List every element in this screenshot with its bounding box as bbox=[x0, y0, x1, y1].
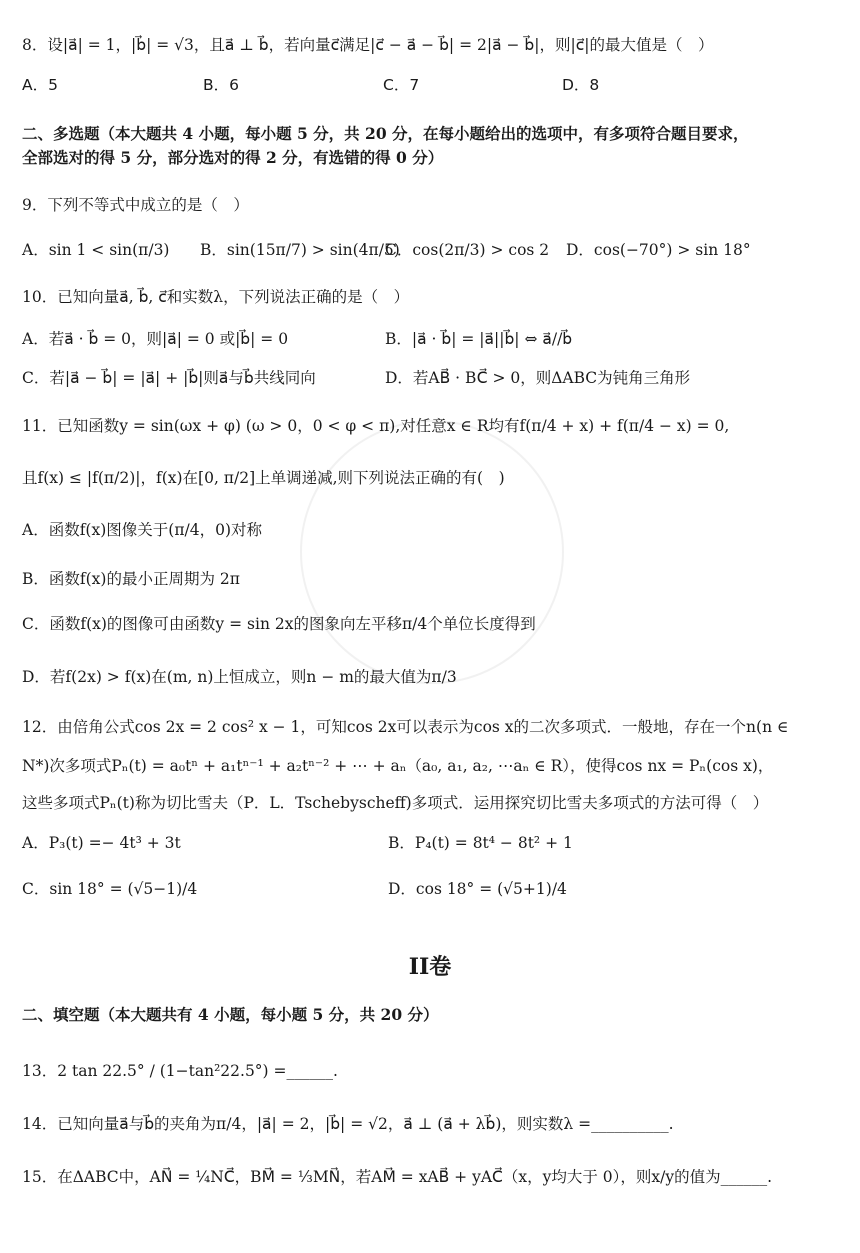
q12-option-a[interactable]: A．P₃(t) =− 4t³ + 3t bbox=[22, 834, 181, 852]
q14-text: 14．已知向量a⃗与b⃗的夹角为π/4，|a⃗| = 2，|b⃗| = √2，a⃗ ⊥ (a⃗ + λb⃗)，则实数λ =__________. bbox=[22, 1115, 674, 1133]
q10-option-d[interactable]: D．若AB⃗ · BC⃗ > 0，则ΔABC为钝角三角形 bbox=[385, 369, 691, 387]
q9-option-a[interactable]: A．sin 1 < sin(π/3) bbox=[22, 241, 170, 259]
q10-option-b[interactable]: B．|a⃗ · b⃗| = |a⃗||b⃗| ⇔ a⃗//b⃗ bbox=[385, 330, 573, 348]
q11-option-d[interactable]: D．若f(2x) > f(x)在(m, n)上恒成立，则n − m的最大值为π/3 bbox=[22, 668, 457, 686]
q8-option-d[interactable]: D．8 bbox=[562, 76, 600, 94]
q12-option-d[interactable]: D．cos 18° = (√5+1)/4 bbox=[388, 880, 567, 898]
q11-stem-line2: 且f(x) ≤ |f(π/2)|，f(x)在[0, π/2]上单调递减,则下列说法正确的有( ) bbox=[22, 469, 505, 487]
q10-option-c[interactable]: C．若|a⃗ − b⃗| = |a⃗| + |b⃗|则a⃗与b⃗共线同向 bbox=[22, 369, 316, 387]
q9-option-b[interactable]: B．sin(15π/7) > sin(4π/5) bbox=[200, 241, 400, 259]
q10-option-a[interactable]: A．若a⃗ · b⃗ = 0，则|a⃗| = 0 或|b⃗| = 0 bbox=[22, 330, 289, 348]
q9-stem: 9．下列不等式中成立的是（ ） bbox=[22, 196, 249, 214]
q12-stem-line2: N*)次多项式Pₙ(t) = a₀tⁿ + a₁tⁿ⁻¹ + a₂tⁿ⁻² + ⋯ + aₙ（a₀, a₁, a₂, ⋯aₙ ∈ R），使得cos nx = Pₙ(cos x)， bbox=[22, 757, 774, 775]
q12-option-c[interactable]: C．sin 18° = (√5−1)/4 bbox=[22, 880, 198, 898]
q11-option-c[interactable]: C．函数f(x)的图像可由函数y = sin 2x的图象向左平移π/4个单位长度得到 bbox=[22, 615, 536, 633]
q11-stem-line1: 11．已知函数y = sin(ωx + φ) (ω > 0，0 < φ < π),对任意x ∈ R均有f(π/4 + x) + f(π/4 − x) = 0, bbox=[22, 417, 730, 435]
q8-option-a[interactable]: A．5 bbox=[22, 76, 58, 94]
section2-heading-line2: 全部选对的得 5 分，部分选对的得 2 分，有选错的得 0 分） bbox=[22, 148, 444, 167]
q11-option-b[interactable]: B．函数f(x)的最小正周期为 2π bbox=[22, 570, 240, 588]
section3-heading: 二、填空题（本大题共有 4 小题，每小题 5 分，共 20 分） bbox=[22, 1005, 439, 1024]
watermark-seal bbox=[300, 420, 564, 684]
q11-option-a[interactable]: A．函数f(x)图像关于(π/4，0)对称 bbox=[22, 521, 262, 539]
q12-stem-line3: 这些多项式Pₙ(t)称为切比雪夫（P．L．Tschebyscheff)多项式．运用探究切比雪夫多项式的方法可得（ ） bbox=[22, 794, 769, 812]
q9-option-d[interactable]: D．cos(−70°) > sin 18° bbox=[566, 241, 751, 259]
q12-stem-line1: 12．由倍角公式cos 2x = 2 cos² x − 1，可知cos 2x可以表示为cos x的二次多项式．一般地，存在一个n(n ∈ bbox=[22, 718, 789, 736]
q9-option-c[interactable]: C．cos(2π/3) > cos 2 bbox=[385, 241, 550, 259]
q12-option-b[interactable]: B．P₄(t) = 8t⁴ − 8t² + 1 bbox=[388, 834, 573, 852]
q10-stem: 10．已知向量a⃗, b⃗, c⃗和实数λ，下列说法正确的是（ ） bbox=[22, 288, 410, 306]
part2-title: II卷 bbox=[408, 954, 452, 980]
q8-option-c[interactable]: C．7 bbox=[383, 76, 420, 94]
section2-heading-line1: 二、多选题（本大题共 4 小题，每小题 5 分，共 20 分，在每小题给出的选项中，有多项符合题目要求， bbox=[22, 124, 749, 143]
q8-option-b[interactable]: B．6 bbox=[203, 76, 239, 94]
q13-text: 13．2 tan 22.5° / (1−tan²22.5°) =______. bbox=[22, 1062, 338, 1080]
q8-stem: 8．设|a⃗| = 1，|b⃗| = √3，且a⃗ ⊥ b⃗，若向量c⃗满足|c⃗ − a⃗ − b⃗| = 2|a⃗ − b⃗|，则|c⃗|的最大值是（ ） bbox=[22, 36, 714, 54]
q15-text: 15．在ΔABC中，AN⃗ = ¼NC⃗，BM⃗ = ⅓MN⃗，若AM⃗ = xAB⃗ + yAC⃗（x，y均大于 0），则x/y的值为______. bbox=[22, 1168, 773, 1186]
